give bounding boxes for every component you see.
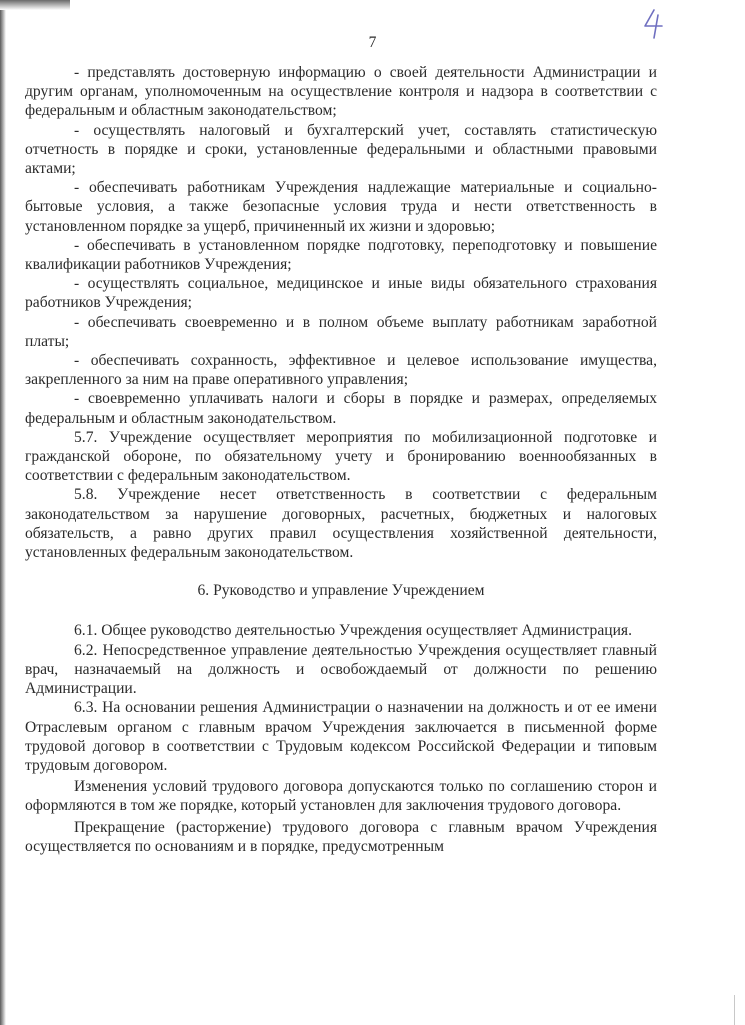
- paragraph: - обеспечивать своевременно и в полном объеме выплату работникам заработной платы;: [25, 313, 657, 350]
- page-corner-shadow: [0, 0, 70, 10]
- section-title: 6. Руководство и управление Учреждением: [197, 582, 485, 600]
- paragraph: 5.8. Учреждение несет ответственность в соответствии с федеральным законодательством за нарушение договорных, расчетных, бюджетных и налоговых обязательств, а равно других правил осуществления хозяйственной деятельности, установленных федеральным законодательством.: [25, 486, 657, 562]
- paragraph: - осуществлять налоговый и бухгалтерский учет, составлять статистическую отчетность в порядке и сроки, установленные федеральными и областными правовыми актами;: [25, 121, 657, 178]
- binding-mark: [734, 995, 741, 1025]
- paragraph: - обеспечивать сохранность, эффективное и целевое использование имущества, закрепленного за ним на праве оперативного управления;: [25, 352, 657, 389]
- page-edge-shadow: [0, 0, 6, 1025]
- paragraph: Изменения условий трудового договора допускаются только по соглашению сторон и оформляются в том же порядке, который установлен для заключения трудового договора.: [25, 778, 657, 815]
- page-number: 7: [368, 34, 377, 51]
- document-body: [25, 63, 657, 856]
- paragraph: 5.7. Учреждение осуществляет мероприятия по мобилизационной подготовке и гражданской обороне, по обязательному учету и бронированию военнообязанных в соответствии с федеральным законодательством.: [25, 428, 657, 485]
- paragraph: - обеспечивать в установленном порядке подготовку, переподготовку и повышение квалификации работников Учреждения;: [25, 236, 657, 274]
- paragraph: Прекращение (расторжение) трудового договора с главным врачом Учреждения осуществляется по основаниям и в порядке, предусмотренным: [25, 818, 657, 855]
- paragraph: 6.2. Непосредственное управление деятельностью Учреждения осуществляет главный врач, назначаемый на должность и освобождаемый от должности по решению Администрации.: [25, 641, 657, 698]
- paragraph: - своевременно уплачивать налоги и сборы в порядке и размерах, определяемых федеральным и областным законодательством.: [25, 390, 657, 427]
- paragraph: 6.1. Общее руководство деятельностью Учреждения осуществляет Администрация.: [74, 622, 633, 640]
- paragraph: 6.3. На основании решения Администрации о назначении на должность и от ее имени Отраслевым органом с главным врачом Учреждения заключается в письменной форме трудовой договор в соответствии с Трудовым кодексом Российской Федерации и типовым трудовым договором.: [25, 699, 657, 774]
- paragraph: - представлять достоверную информацию о своей деятельности Администрации и другим органам, уполномоченным на осуществление контроля и надзора в соответствии с федеральным и областным законодательством;: [25, 64, 657, 120]
- paragraph: - обеспечивать работникам Учреждения надлежащие материальные и социально-бытовые условия, а также безопасные условия труда и нести ответственность в установленном порядке за ущерб, причиненный их жизни и здоровью;: [25, 179, 657, 235]
- paragraph: - осуществлять социальное, медицинское и иные виды обязательного страхования работников Учреждения;: [25, 275, 657, 312]
